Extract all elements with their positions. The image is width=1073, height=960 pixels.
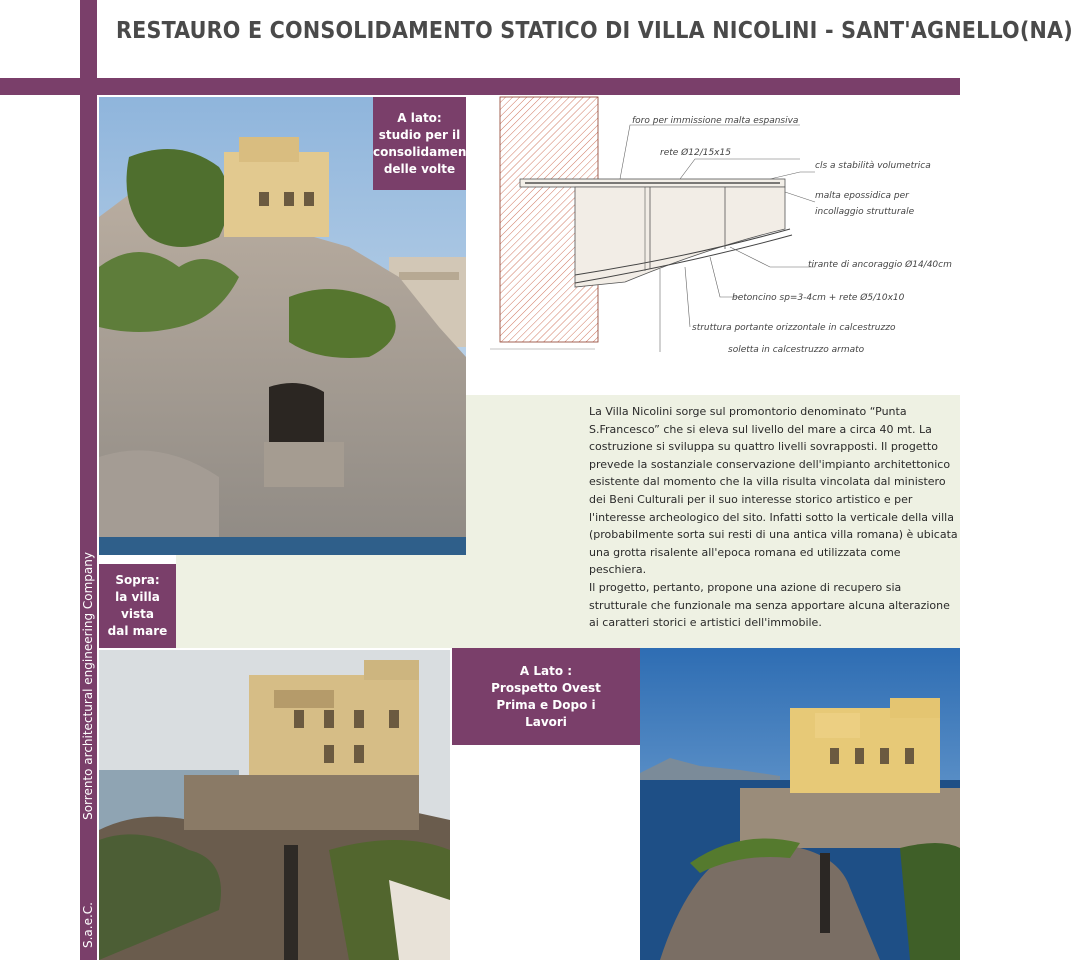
- villa-after-photo: [640, 648, 960, 960]
- caption-line: Lavori: [525, 714, 567, 729]
- page-title: RESTAURO E CONSOLIDAMENTO STATICO DI VILLA NICOLINI - SANT'AGNELLO(NA): [116, 18, 1073, 44]
- caption-line: dal mare: [107, 624, 168, 638]
- drawing-label-malta-2: incollaggio strutturale: [815, 207, 915, 217]
- drawing-label-foro: foro per immissione malta espansiva: [632, 116, 799, 126]
- caption-prospetto: [452, 648, 640, 745]
- drawing-label-cls: cls a stabilità volumetrica: [815, 161, 931, 171]
- drawing-label-rete: rete Ø12/15x15: [660, 148, 731, 158]
- drawing-label-malta: malta epossidica per: [815, 191, 909, 201]
- caption-line: Sopra:: [115, 573, 160, 587]
- description-paragraph: Il progetto, pertanto, propone una azione di recupero sia strutturale che funzionale ma senza apportare alcuna alterazione ai caratteri storici e artistici dell'immobile.: [589, 580, 950, 630]
- horizontal-accent-bar: [0, 78, 960, 95]
- section-drawing: [470, 97, 960, 357]
- caption-panel: [176, 552, 466, 648]
- caption-line: la villa vista: [115, 590, 160, 621]
- caption-line: A Lato :: [519, 663, 573, 678]
- sidebar-vertical-text: [78, 548, 98, 952]
- villa-before-photo: [99, 650, 450, 960]
- drawing-label-betoncino: betoncino sp=3-4cm + rete Ø5/10x10: [732, 293, 905, 303]
- caption-line: Prospetto Ovest: [491, 680, 601, 695]
- caption-volte: [373, 97, 481, 190]
- caption-line: delle volte: [383, 161, 456, 176]
- caption-line: consolidamento: [373, 144, 481, 159]
- drawing-label-struttura: struttura portante orizzontale in calcestruzzo: [692, 323, 896, 333]
- company-initials: S.a.e.C.: [81, 902, 95, 948]
- caption-line: A lato:: [397, 110, 442, 125]
- description-text: [589, 403, 961, 632]
- caption-line: studio per il: [378, 127, 461, 142]
- caption-mare: [99, 564, 176, 648]
- description-paragraph: La Villa Nicolini sorge sul promontorio denominato “Punta S.Francesco” che si eleva sul livello del mare a circa 40 mt. La costruzione si sviluppa su quattro livelli sovrapposti. Il progetto prevede la sostanziale conservazione dell'impianto architettonico esistente dal momento che la villa risulta vincolata dal ministero dei Beni Culturali per il suo interesse storico artistico e per l'interesse archeologico del sito. Infatti sotto la verticale della villa (probabilmente sorta sui resti di una antica villa romana) è ubicata una grotta risalente all'epoca romana ed utilizzata come peschiera.: [589, 405, 958, 577]
- caption-line: Prima e Dopo i: [496, 697, 596, 712]
- drawing-label-tirante: tirante di ancoraggio Ø14/40cm: [808, 260, 952, 270]
- drawing-label-soletta: soletta in calcestruzzo armato: [728, 345, 865, 355]
- company-name: Sorrento architectural engineering Company: [81, 552, 95, 820]
